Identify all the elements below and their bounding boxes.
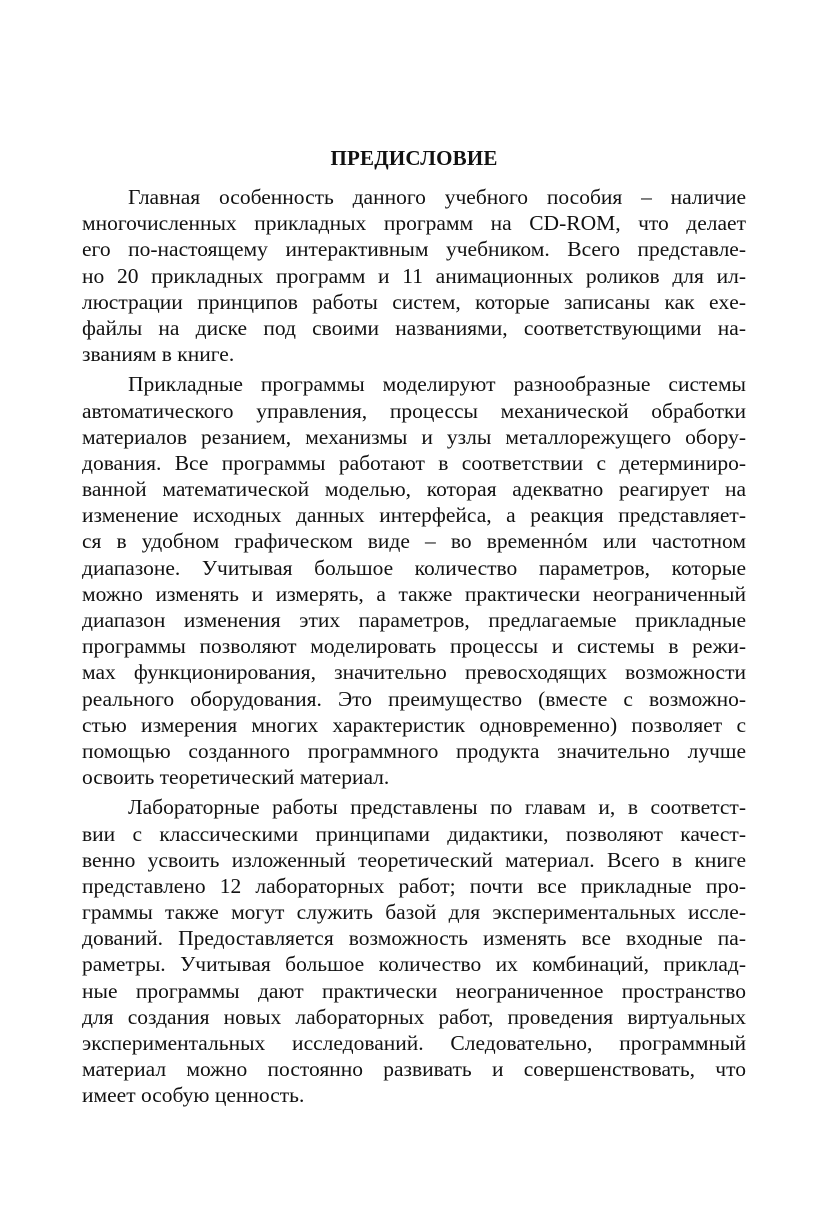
document-page — [82, 146, 746, 1113]
text-line: дования. Все программы работают в соответствии с детерминиро- — [82, 450, 746, 475]
text-line: Главная особенность данного учебного пособия – наличие — [128, 185, 746, 209]
paragraph-3 — [82, 794, 746, 1108]
text-line: автоматического управления, процессы механической обработки — [82, 398, 746, 423]
text-line: раметры. Учитывая большое количество их комбинаций, приклад- — [82, 952, 746, 977]
text-line: реального оборудования. Это преимущество (вместе с возможно- — [82, 686, 746, 711]
page-title: ПРЕДИСЛОВИЕ — [330, 146, 498, 170]
text-line: можно изменять и измерять, а также практически неограниченный — [82, 581, 746, 606]
text-line: многочисленных прикладных программ на CD-ROM, что делает — [82, 211, 746, 236]
text-line: Лабораторные работы представлены по главам и, в соответст- — [128, 795, 746, 820]
text-line: представлено 12 лабораторных работ; почти все прикладные про- — [82, 873, 746, 898]
text-line: Прикладные программы моделируют разнообразные системы — [128, 372, 746, 397]
text-line: диапазоне. Учитывая большое количество параметров, которые — [82, 555, 746, 580]
text-line: но 20 прикладных программ и 11 анимационных роликов для ил- — [82, 263, 746, 288]
text-line: для создания новых лабораторных работ, проведения виртуальных — [82, 1004, 746, 1029]
text-line: ные программы дают практически неограниченное пространство — [82, 978, 746, 1003]
text-line: диапазон изменения этих параметров, предлагаемые прикладные — [82, 608, 746, 632]
text-line: файлы на диске под своими названиями, соответствующими на- — [82, 315, 746, 340]
text-line: дований. Предоставляется возможность изменять все входные па- — [82, 926, 746, 951]
text-line: венно усвоить изложенный теоретический материал. Всего в книге — [82, 847, 746, 872]
text-line: материал можно постоянно развивать и совершенствовать, что — [82, 1057, 746, 1082]
text-line: помощью созданного программного продукта значительно лучше — [82, 738, 746, 763]
text-line: стью измерения многих характеристик одновременно) позволяет с — [82, 712, 746, 737]
text-line: люстрации принципов работы систем, которые записаны как exe- — [82, 289, 746, 314]
text-line: званиям в книге. — [82, 342, 235, 367]
text-line: имеет особую ценность. — [82, 1083, 305, 1108]
text-line: мах функционирования, значительно превосходящих возможности — [82, 660, 746, 685]
text-line: граммы также могут служить базой для экспериментальных иссле- — [82, 900, 746, 925]
text-line: изменение исходных данных интерфейса, а реакция представляет- — [82, 503, 746, 528]
text-line: экспериментальных исследований. Следовательно, программный — [82, 1031, 746, 1055]
text-line: освоить теоретический материал. — [82, 765, 390, 790]
text-line: вии с классическими принципами дидактики, позволяют качест- — [82, 821, 746, 846]
text-line: ся в удобном графическом виде – во временнóм или частотном — [82, 529, 746, 554]
text-line: ванной математической моделью, которая адекватно реагирует на — [82, 477, 746, 502]
paragraph-1 — [82, 184, 746, 367]
text-line: программы позволяют моделировать процессы и системы в режи- — [82, 634, 746, 659]
text-line: его по-настоящему интерактивным учебником. Всего представле- — [82, 237, 746, 262]
text-line: материалов резанием, механизмы и узлы металлорежущего обору- — [82, 424, 746, 449]
paragraph-2 — [82, 371, 746, 790]
